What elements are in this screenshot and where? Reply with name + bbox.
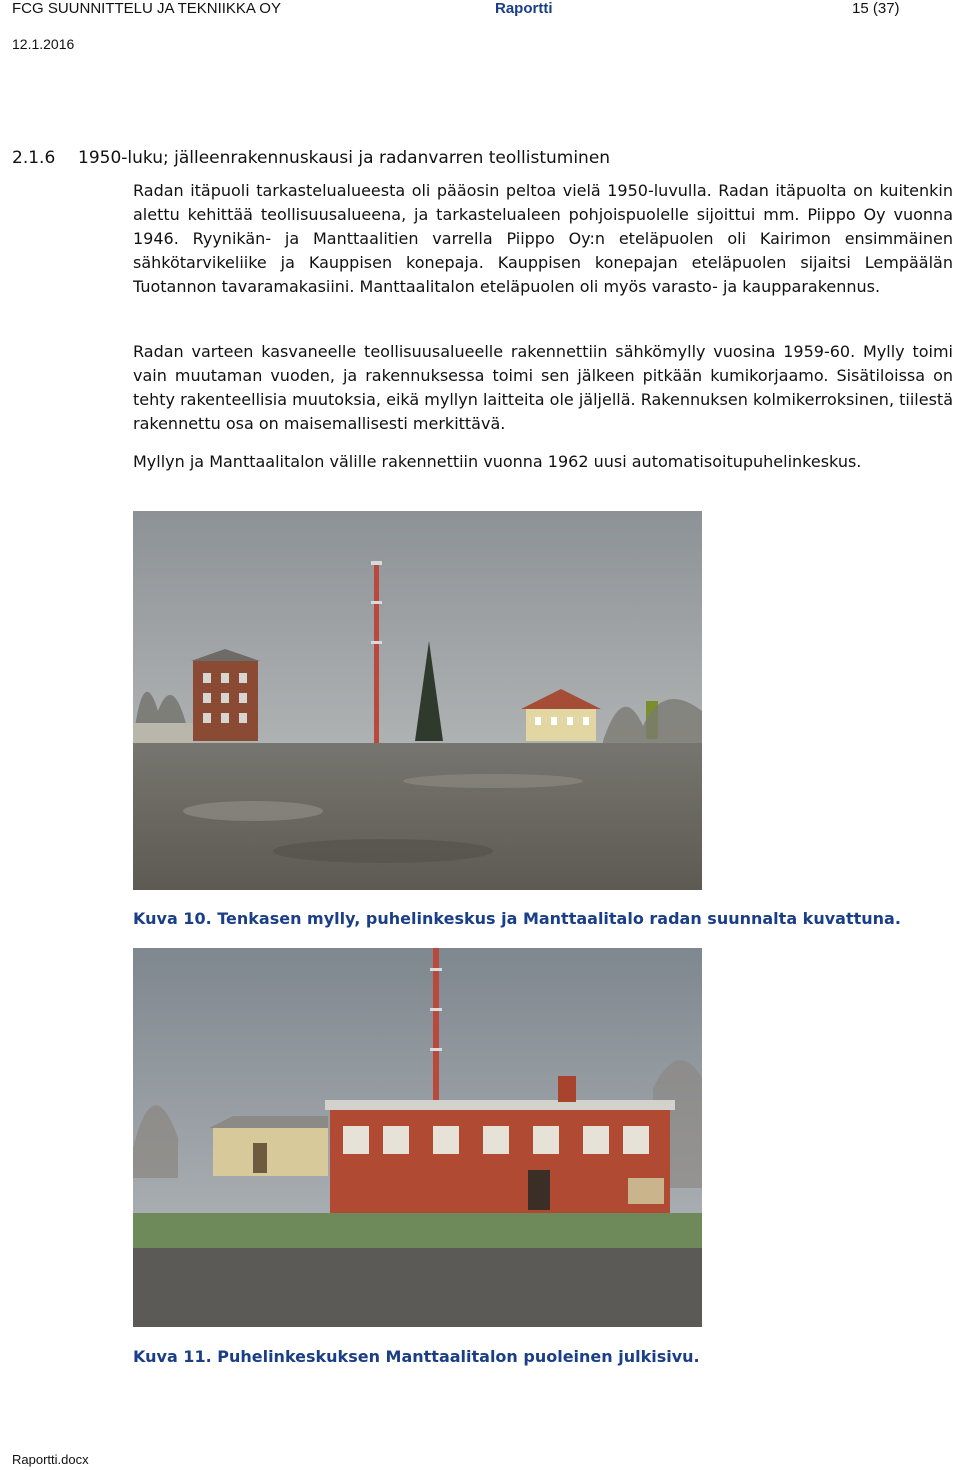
section-number: 2.1.6 xyxy=(12,148,56,168)
photo-telephone-exchange-facade xyxy=(133,948,702,1327)
paragraph-3: Myllyn ja Manttaalitalon välille rakennettiin vuonna 1962 uusi automatisoitupuhelinkeskus. xyxy=(133,452,862,471)
section-heading xyxy=(12,147,610,169)
paragraph-2: Radan varteen kasvaneelle teollisuusalueelle rakennettiin sähkömylly vuosina 1959-60. Mylly toimi vain muutaman vuoden, ja rakennuksessa toimi sen jälkeen pitkään kumikorjaamo. Sisätiloissa on tehty rakenteellisia muutoksia, eikä myllyn laitteita ole jäljellä. Rakennuksen kolmikerroksinen, tiilestä rakennettu osa on maisemallisesti merkittävä. xyxy=(133,342,953,433)
header-page-number: 15 (37) xyxy=(852,0,900,17)
section-title: 1950-luku; jälleenrakennuskausi ja radanvarren teollistuminen xyxy=(78,148,611,168)
header-doc-type: Raportti xyxy=(495,0,553,17)
header-date: 12.1.2016 xyxy=(12,36,75,52)
header-company: FCG SUUNNITTELU JA TEKNIIKKA OY xyxy=(12,0,281,17)
figure-caption-10: Kuva 10. Tenkasen mylly, puhelinkeskus ja Manttaalitalo radan suunnalta kuvattuna. xyxy=(133,909,901,928)
figure-caption-11: Kuva 11. Puhelinkeskuksen Manttaalitalon puoleinen julkisivu. xyxy=(133,1347,700,1366)
footer-filename: Raportti.docx xyxy=(12,1452,89,1467)
paragraph-1: Radan itäpuoli tarkastelualueesta oli pääosin peltoa vielä 1950-luvulla. Radan itäpuolta on kuitenkin alettu kehittää teollisuusalueena, ja tarkastelualeen pohjoispuolelle sijoittui mm. Piippo Oy vuonna 1946. Ryynikän- ja Manttaalitien varrella Piippo Oy:n eteläpuolen oli Kairimon ensimmäinen sähkötarvikeliike ja Kauppisen konepaja. Kauppisen konepajan eteläpuolen sijaitsi Lempäälän Tuotannon tavaramakasiini. Manttaalitalon eteläpuolen oli myös varasto- ja kaupparakennus. xyxy=(133,181,953,296)
photo-mill-and-telephone-exchange xyxy=(133,511,702,890)
